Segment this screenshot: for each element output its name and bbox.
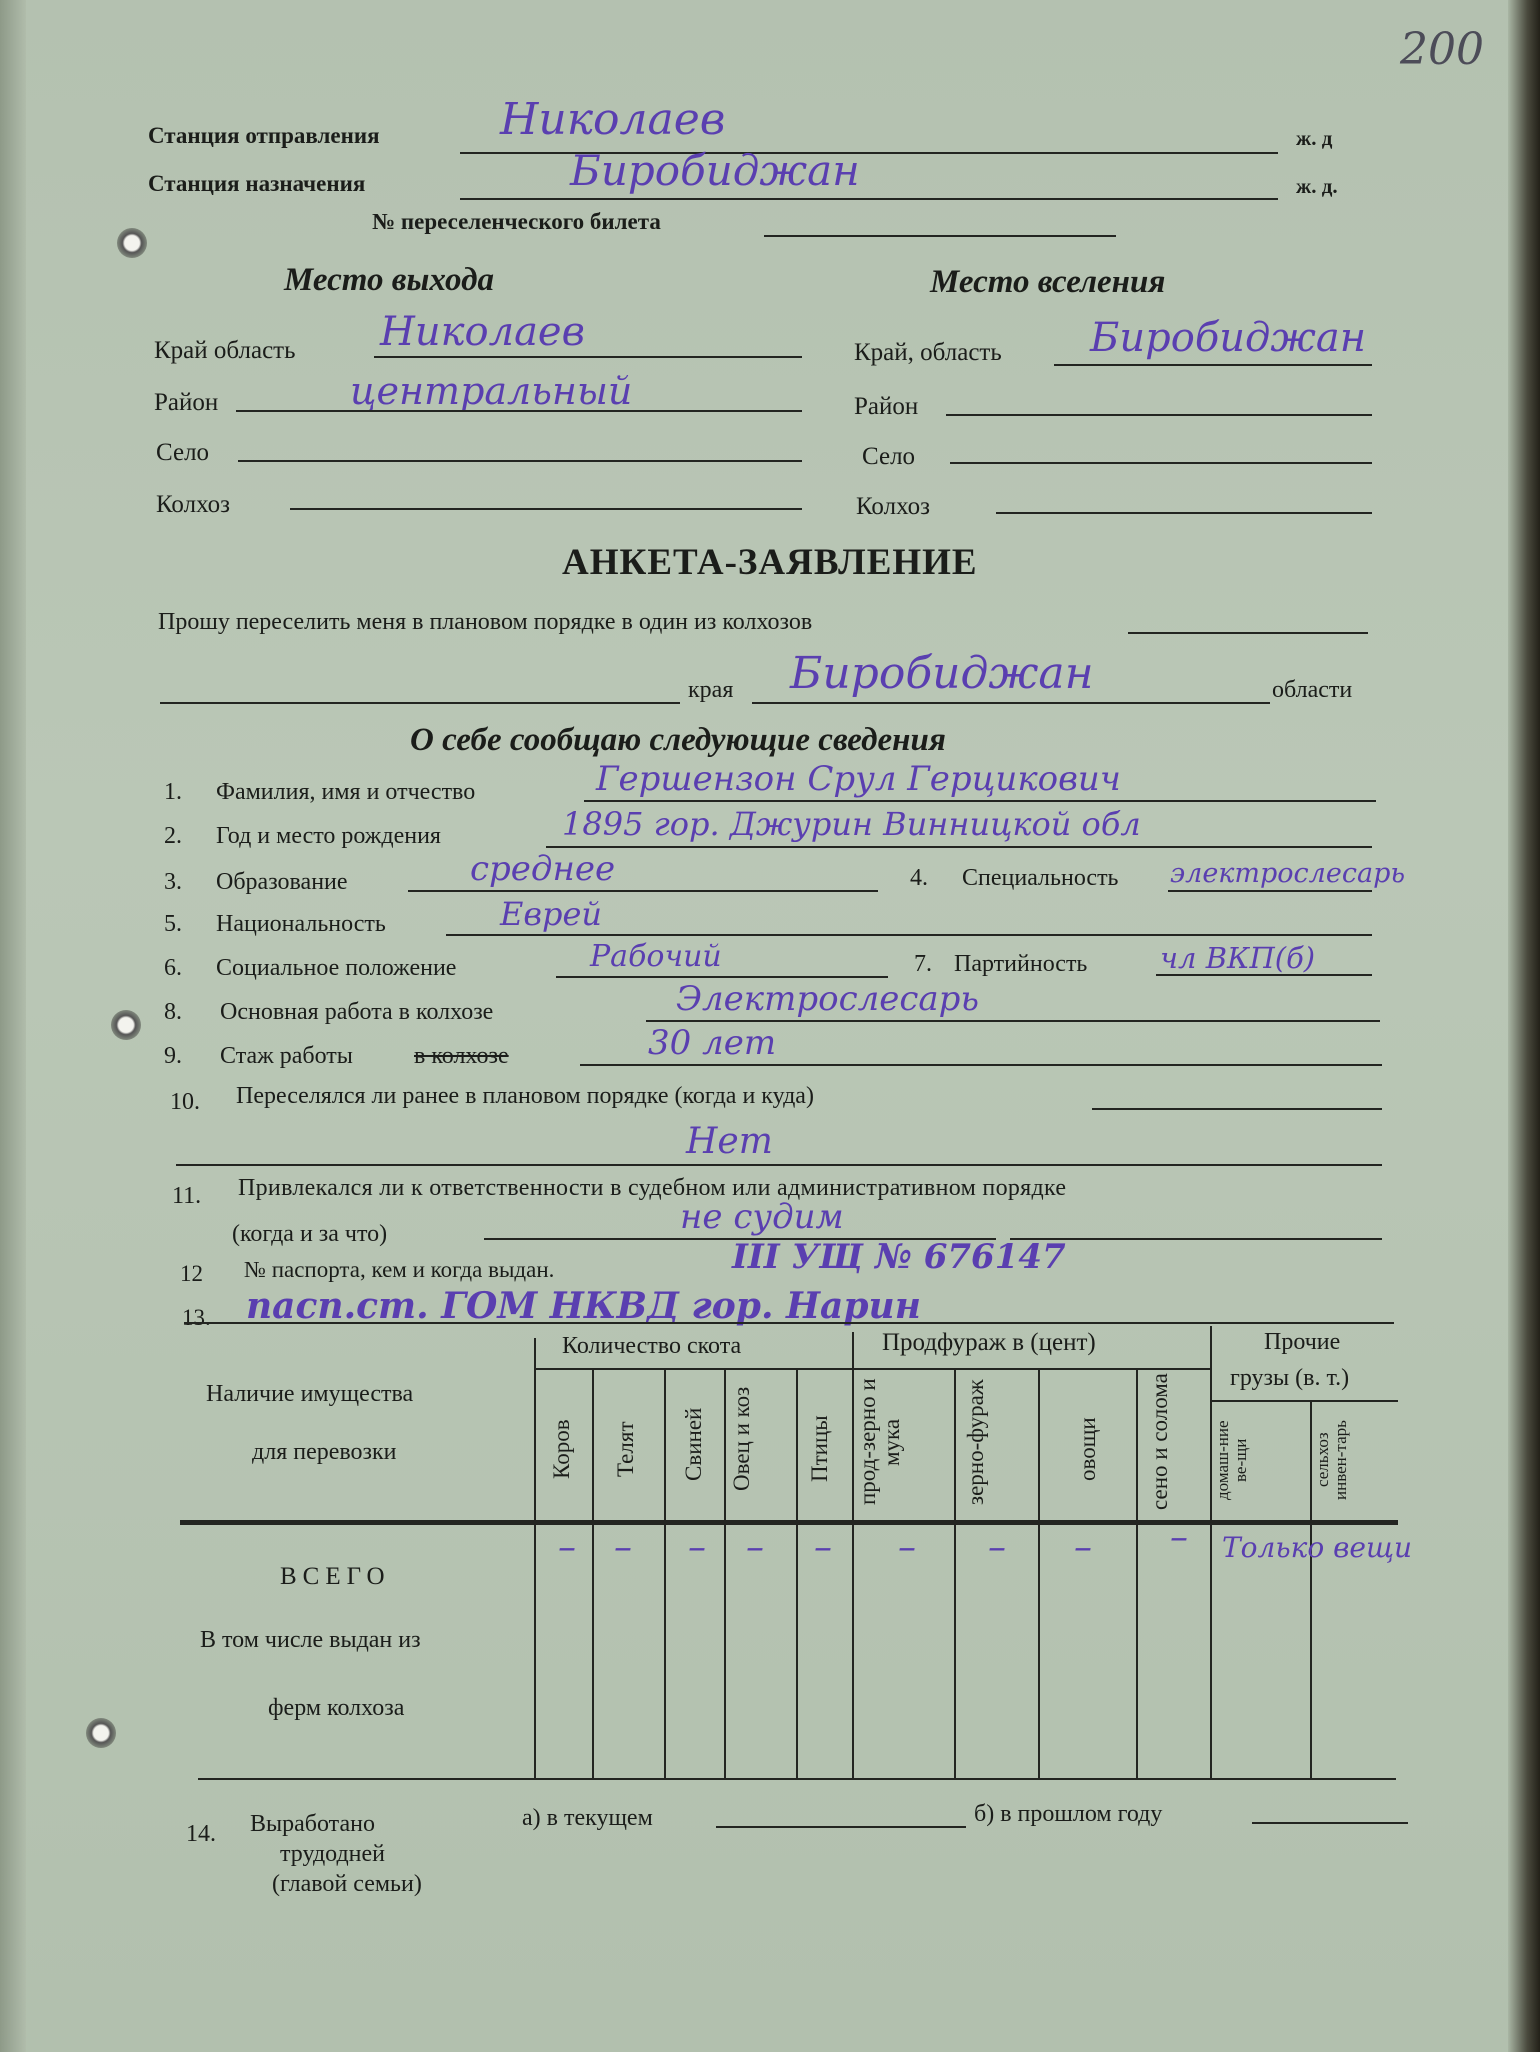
fill-line — [764, 235, 1116, 237]
property-header: для перевозки — [252, 1439, 397, 1465]
table-col-rule — [1038, 1368, 1040, 1778]
sheep-goats-header: Овец и коз — [729, 1386, 754, 1492]
pigs-total: – — [688, 1527, 706, 1568]
vegetables-total: – — [1074, 1527, 1092, 1568]
exit-region-value: Николаев — [380, 309, 585, 355]
workdays-label: Выработано — [250, 1811, 375, 1837]
nationality-value: Еврей — [500, 895, 603, 933]
table-col-rule — [592, 1368, 594, 1778]
item-number: 13. — [182, 1305, 211, 1330]
main-work-label: Основная работа в колхозе — [220, 999, 494, 1025]
passport-value: III УЩ № 676147 — [732, 1237, 1066, 1277]
fill-line — [1252, 1822, 1408, 1824]
fill-line — [716, 1826, 966, 1828]
fill-line — [646, 1020, 1380, 1022]
exit-place-heading: Место выхода — [284, 262, 494, 298]
fill-line — [1156, 974, 1372, 976]
other-cargo-total: Только вещи — [1222, 1531, 1413, 1564]
destination-station-label: Станция назначения — [148, 171, 366, 196]
fill-line — [460, 198, 1278, 200]
table-rule — [1212, 1400, 1398, 1402]
fill-line — [408, 890, 878, 892]
fill-line — [950, 462, 1372, 464]
punch-hole — [117, 228, 147, 258]
table-col-rule — [954, 1368, 956, 1778]
settle-place-heading: Место вселения — [930, 264, 1166, 300]
party-label: Партийность — [954, 951, 1088, 977]
kraya-label: края — [688, 677, 734, 703]
hay-straw-total: – — [1170, 1517, 1188, 1558]
current-year-label: а) в текущем — [522, 1805, 653, 1831]
birds-header: Птицы — [807, 1415, 832, 1483]
destination-station-value: Биробиджан — [570, 146, 860, 195]
party-value: чл ВКП(б) — [1160, 941, 1316, 975]
item-number: 3. — [164, 869, 182, 895]
kraya-value: Биробиджан — [790, 648, 1094, 699]
fill-line — [176, 1164, 1382, 1166]
exit-village-label: Село — [156, 439, 210, 466]
previous-resettlement-value: Нет — [686, 1121, 773, 1162]
cows-header: Коров — [549, 1419, 574, 1479]
paper-edge — [1508, 0, 1540, 2052]
issued-from-label: ферм колхоза — [268, 1695, 405, 1721]
table-col-rule — [852, 1332, 854, 1778]
table-header-rule — [180, 1520, 1398, 1525]
item-number: 14. — [186, 1821, 216, 1847]
fill-line — [446, 934, 1372, 936]
sheep-goats-total: – — [746, 1527, 764, 1568]
fill-line — [580, 1064, 1382, 1066]
fodder-group-header: Продфураж в (цент) — [882, 1329, 1096, 1356]
main-work-value: Электрослесарь — [676, 979, 979, 1019]
fill-line — [752, 702, 1270, 704]
departure-station-label: Станция отправления — [148, 123, 380, 148]
work-experience-value: 30 лет — [648, 1023, 777, 1063]
fill-line — [556, 976, 888, 978]
settle-region-value: Биробиджан — [1090, 315, 1367, 361]
table-col-rule — [534, 1338, 536, 1778]
settle-district-label: Район — [854, 393, 919, 420]
table-rule — [854, 1368, 1210, 1370]
request-text: Прошу переселить меня в плановом порядке в один из колхозов — [158, 609, 813, 635]
struck-text: в колхозе — [414, 1043, 509, 1069]
oblasti-label: области — [1272, 677, 1353, 703]
item-number: 6. — [164, 955, 182, 981]
total-row-label: ВСЕГО — [280, 1563, 391, 1590]
pigs-header: Свиней — [681, 1407, 706, 1481]
archive-page-number: 200 — [1400, 24, 1484, 75]
item-number: 7. — [914, 951, 932, 977]
previous-resettlement-label: Переселялся ли ранее в плановом порядке (когда и куда) — [236, 1083, 814, 1109]
item-number: 5. — [164, 911, 182, 937]
fill-line — [374, 356, 802, 358]
full-name-label: Фамилия, имя и отчество — [216, 779, 476, 805]
feed-grain-total: – — [988, 1527, 1006, 1568]
ticket-number-label: № переселенческого билета — [372, 209, 661, 234]
food-grain-header: прод-зерно и мука — [855, 1378, 905, 1506]
cows-total: – — [558, 1527, 576, 1568]
workdays-label: трудодней — [280, 1841, 386, 1867]
birds-total: – — [814, 1527, 832, 1568]
table-col-rule — [724, 1368, 726, 1778]
social-status-label: Социальное положение — [216, 955, 457, 981]
fill-line — [546, 846, 1372, 848]
passport-label: № паспорта, кем и когда выдан. — [244, 1257, 555, 1282]
table-col-rule — [1136, 1368, 1138, 1778]
item-number: 8. — [164, 999, 182, 1025]
specialty-value: электрослесарь — [1170, 858, 1406, 889]
farm-inventory-header: сельхоз инвен-тарь — [1313, 1420, 1350, 1500]
other-cargo-header: Прочие — [1264, 1329, 1341, 1355]
item-number: 11. — [172, 1183, 202, 1209]
calves-header: Телят — [613, 1421, 638, 1477]
hay-straw-header: сено и солома — [1147, 1373, 1172, 1511]
birth-label: Год и место рождения — [216, 823, 441, 849]
birth-value: 1895 гор. Джурин Винницкой обл — [562, 805, 1141, 843]
work-experience-label: Стаж работы — [220, 1043, 353, 1069]
table-col-rule — [796, 1368, 798, 1778]
destination-rail-label: ж. д. — [1296, 174, 1338, 198]
item-number: 1. — [164, 779, 182, 805]
fill-line — [1168, 890, 1372, 892]
passport-issuer-value: пасп.ст. ГОМ НКВД гор. Нарин — [246, 1285, 921, 1327]
fill-line — [290, 508, 802, 510]
property-header: Наличие имущества — [206, 1381, 414, 1407]
feed-grain-header: зерно-фураж — [963, 1379, 988, 1505]
social-status-value: Рабочий — [590, 939, 722, 974]
fill-line — [1054, 364, 1372, 366]
table-col-rule — [664, 1368, 666, 1778]
fill-line — [160, 702, 680, 704]
exit-district-value: центральный — [350, 369, 633, 413]
settle-region-label: Край, область — [854, 339, 1002, 366]
item-number: 10. — [170, 1089, 200, 1115]
fill-line — [236, 410, 802, 412]
item-number: 4. — [910, 865, 928, 891]
item-number: 12 — [180, 1261, 203, 1286]
specialty-label: Специальность — [962, 865, 1119, 891]
calves-total: – — [614, 1527, 632, 1568]
settle-kolkhoz-label: Колхоз — [856, 493, 930, 520]
education-value: среднее — [470, 849, 616, 889]
exit-region-label: Край область — [154, 337, 296, 364]
livestock-group-header: Количество скота — [562, 1333, 742, 1359]
food-grain-total: – — [898, 1527, 916, 1568]
nationality-label: Национальность — [216, 911, 386, 937]
vegetables-header: овощи — [1075, 1417, 1100, 1481]
issued-from-label: В том числе выдан из — [200, 1627, 421, 1653]
prosecution-value: не судим — [680, 1197, 844, 1237]
paper-fold — [0, 0, 26, 2052]
table-top-rule — [184, 1322, 1394, 1324]
prosecution-label: Привлекался ли к ответственности в судебном или административном порядке — [238, 1175, 1067, 1201]
table-col-rule — [1210, 1326, 1212, 1778]
exit-district-label: Район — [154, 389, 219, 416]
fill-line — [996, 512, 1372, 514]
fill-line — [238, 460, 802, 462]
fill-line — [584, 800, 1376, 802]
workdays-label: (главой семьи) — [272, 1871, 422, 1897]
punch-hole — [86, 1718, 116, 1748]
fill-line — [946, 414, 1372, 416]
fill-line — [1092, 1108, 1382, 1110]
table-bottom-rule — [198, 1778, 1396, 1780]
other-cargo-header: грузы (в. т.) — [1230, 1365, 1350, 1391]
item-number: 2. — [164, 823, 182, 849]
table-rule — [534, 1368, 852, 1370]
fill-line — [1128, 632, 1368, 634]
departure-rail-label: ж. д — [1296, 126, 1333, 150]
settle-village-label: Село — [862, 443, 916, 470]
info-heading: О себе сообщаю следующие сведения — [410, 722, 946, 758]
previous-year-label: б) в прошлом году — [974, 1801, 1163, 1827]
departure-station-value: Николаев — [500, 94, 726, 145]
punch-hole — [111, 1010, 141, 1040]
form-title: АНКЕТА-ЗАЯВЛЕНИЕ — [562, 542, 978, 583]
full-name-value: Гершензон Срул Герцикович — [596, 759, 1121, 799]
item-number: 9. — [164, 1043, 182, 1069]
table-col-rule — [1310, 1400, 1312, 1778]
household-goods-header: домаш-ние ве-щи — [1213, 1420, 1250, 1500]
prosecution-when-label: (когда и за что) — [232, 1221, 388, 1247]
exit-kolkhoz-label: Колхоз — [156, 491, 230, 518]
education-label: Образование — [216, 869, 348, 895]
